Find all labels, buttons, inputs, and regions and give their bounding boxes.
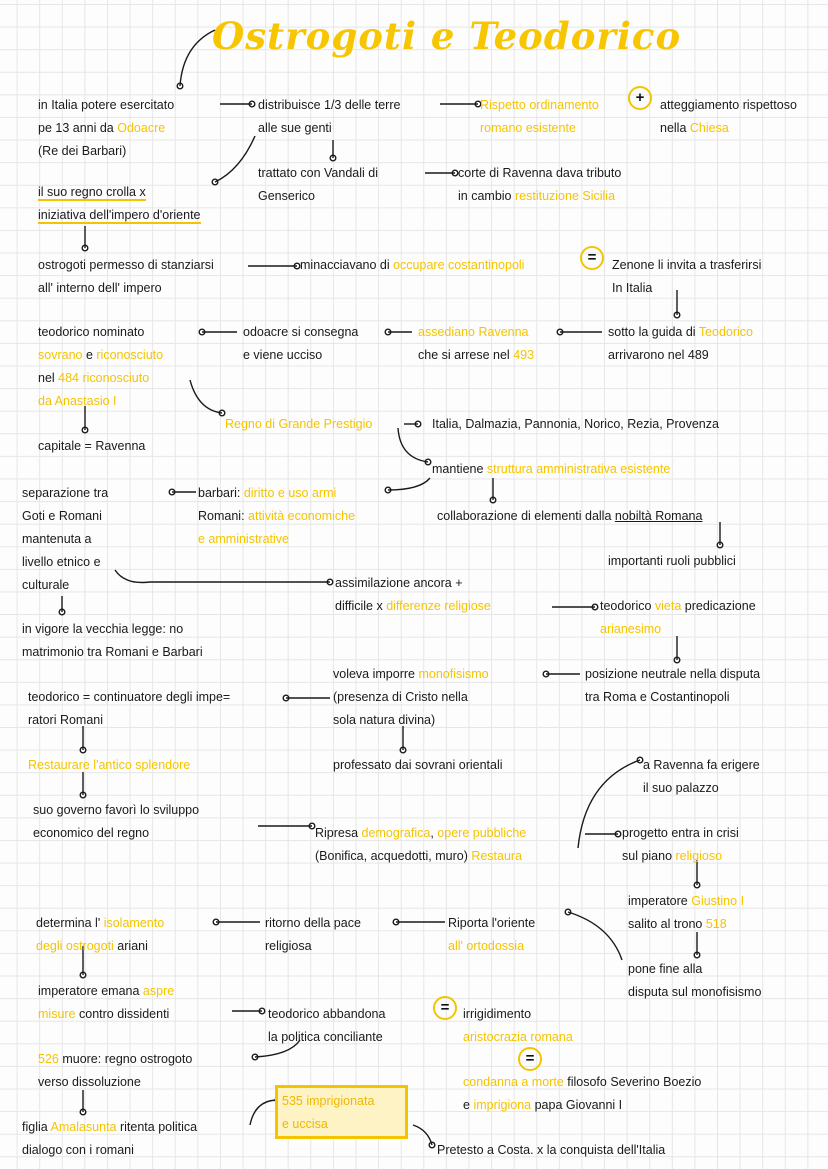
text-segment: (presenza di Cristo nella (333, 690, 468, 704)
note-line (333, 663, 489, 686)
text-segment: alle sue genti (258, 121, 332, 135)
note-14 (608, 321, 753, 367)
note-line (437, 1139, 665, 1162)
note-line (418, 321, 534, 344)
text-segment: separazione tra (22, 486, 109, 500)
highlighted-text: e amministrative (198, 532, 289, 546)
text-segment: corte di Ravenna dava tributo (458, 166, 622, 180)
note-line (258, 94, 400, 117)
text-segment: e (463, 1098, 474, 1112)
text-segment: In Italia (612, 281, 653, 295)
highlighted-text: Amalasunta (50, 1120, 117, 1134)
note-line (628, 890, 744, 913)
text-segment: determina l' (36, 916, 104, 930)
text-segment: pone fine alla (628, 962, 703, 976)
text-segment: Ripresa (315, 826, 362, 840)
text-segment: verso dissoluzione (38, 1075, 141, 1089)
note-line (608, 550, 736, 573)
note-line (437, 505, 702, 528)
highlighted-text: Regno di Grande Prestigio (225, 417, 373, 431)
note-line (22, 551, 108, 574)
text-segment: teodorico nominato (38, 325, 145, 339)
note-4 (660, 94, 797, 140)
highlighted-text: 493 (513, 348, 535, 362)
highlighted-text: all' ortodossia (448, 939, 525, 953)
note-line (38, 204, 201, 227)
note-12 (243, 321, 358, 367)
highlighted-text: opere pubbliche (437, 826, 527, 840)
note-line (198, 482, 355, 505)
note-line (315, 845, 526, 868)
text-segment: in vigore la vecchia legge: no (22, 622, 184, 636)
highlighted-text: condanna a morte (463, 1075, 564, 1089)
text-segment: mantenuta a (22, 532, 92, 546)
text-segment: imperatore emana (38, 984, 143, 998)
text-segment: culturale (22, 578, 70, 592)
note-line (333, 754, 503, 777)
text-segment: figlia (22, 1120, 51, 1134)
text-segment: e viene ucciso (243, 348, 323, 362)
note-line (33, 822, 199, 845)
note-38 (448, 912, 535, 958)
text-segment: Goti e Romani (22, 509, 102, 523)
text-segment: Romani: (198, 509, 249, 523)
plus-symbol-icon: + (628, 86, 652, 110)
note-line (463, 1094, 701, 1117)
note-20 (198, 482, 355, 551)
note-line (38, 435, 145, 458)
note-line (22, 528, 108, 551)
text-segment: predicazione (681, 599, 756, 613)
highlighted-text: religioso (675, 849, 723, 863)
text-segment: posizione neutrale nella disputa (585, 667, 761, 681)
note-line (28, 686, 230, 709)
note-37 (265, 912, 361, 958)
note-29 (28, 754, 190, 777)
note-line (258, 185, 378, 208)
note-9 (300, 254, 524, 277)
highlighted-text: vieta (654, 599, 682, 613)
note-line (463, 1026, 573, 1049)
highlighted-text: attività economiche (248, 509, 356, 523)
highlighted-text: restituzione Sicilia (514, 189, 616, 203)
highlighted-text: aristocrazia romana (463, 1030, 573, 1044)
text-segment: pe 13 anni da (38, 121, 118, 135)
note-line (458, 185, 621, 208)
text-segment: professato dai sovrani orientali (333, 758, 503, 772)
text-segment: assimilazione ancora + (335, 576, 463, 590)
text-segment: livello etnico e (22, 555, 101, 569)
note-line (612, 277, 761, 300)
text-segment: Pretesto a Costa. x la conquista dell'Italia (437, 1143, 666, 1157)
text-segment: religiosa (265, 939, 312, 953)
highlighted-text: differenze religiose (386, 599, 491, 613)
text-segment: il suo palazzo (643, 781, 719, 795)
note-45 (22, 1116, 197, 1162)
text-segment: sotto la guida di (608, 325, 699, 339)
note-46 (437, 1139, 665, 1162)
text-segment: teodorico = continuatore degli impe= (28, 690, 231, 704)
text-segment: tra Roma e Costantinopoli (585, 690, 730, 704)
text-segment: , (430, 826, 438, 840)
note-line (463, 1071, 701, 1094)
highlighted-text: 526 (38, 1052, 59, 1066)
note-line (432, 458, 670, 481)
note-line (448, 912, 535, 935)
note-15 (38, 435, 145, 458)
note-26 (333, 663, 489, 732)
highlighted-text: degli ostrogoti (36, 939, 114, 953)
text-segment: che si arrese nel (418, 348, 514, 362)
note-line (243, 344, 358, 367)
note-line (315, 822, 526, 845)
note-line (660, 117, 797, 140)
note-23 (335, 572, 491, 618)
note-line (265, 912, 361, 935)
text-segment: nella (660, 121, 690, 135)
text-segment: teodorico (600, 599, 655, 613)
note-line (612, 254, 761, 277)
note-line (22, 505, 108, 528)
text-segment: matrimonio tra Romani e Barbari (22, 645, 203, 659)
text-segment: ratori Romani (28, 713, 104, 727)
note-line (36, 935, 164, 958)
equals-symbol-icon: = (518, 1047, 542, 1071)
highlighted-text: arianesimo (600, 622, 662, 636)
note-line (38, 390, 163, 413)
note-27 (585, 663, 760, 709)
note-7 (38, 181, 201, 227)
note-21 (437, 505, 702, 528)
highlighted-text: da Anastasio I (38, 394, 117, 408)
text-segment: disputa sul monofisismo (628, 985, 762, 999)
note-34 (622, 822, 739, 868)
note-5 (258, 162, 378, 208)
text-segment: imperatore (628, 894, 692, 908)
note-line (335, 595, 491, 618)
text-segment: muore: regno ostrogoto (58, 1052, 193, 1066)
text-segment: (Bonifica, acquedotti, muro) (315, 849, 472, 863)
text-segment: in cambio (458, 189, 515, 203)
note-35 (628, 890, 744, 936)
text-segment: collaborazione di elementi dalla (437, 509, 615, 523)
note-19 (22, 482, 108, 597)
note-line (600, 618, 756, 641)
text-segment: sul piano (622, 849, 676, 863)
note-line (22, 1139, 197, 1162)
note-13 (418, 321, 534, 367)
note-line (243, 321, 358, 344)
note-line (432, 413, 719, 436)
note-line (418, 344, 534, 367)
note-33 (315, 822, 526, 868)
note-line (463, 1003, 573, 1026)
note-line (480, 117, 599, 140)
note-line (268, 1003, 385, 1026)
note-line (643, 754, 760, 777)
equals-symbol-icon: = (580, 246, 604, 270)
note-line (38, 1003, 174, 1026)
text-segment: ritenta politica (116, 1120, 198, 1134)
highlighted-text: aspre (142, 984, 175, 998)
text-segment: Zenone li invita a trasferirsi (612, 258, 762, 272)
note-line (333, 709, 489, 732)
note-line (22, 641, 203, 664)
text-segment: suo governo favorì lo sviluppo (33, 803, 200, 817)
note-line (300, 254, 524, 277)
text-segment: Genserico (258, 189, 315, 203)
text-segment: nobiltà Romana (614, 509, 703, 523)
text-segment: dialogo con i romani (22, 1143, 134, 1157)
highlighted-text: romano esistente (480, 121, 576, 135)
note-line (628, 981, 761, 1004)
note-line (38, 277, 214, 300)
text-segment: arrivarono nel 489 (608, 348, 709, 362)
note-36 (36, 912, 164, 958)
highlighted-text: misure (38, 1007, 76, 1021)
highlighted-text: Chiesa (689, 121, 729, 135)
note-line (448, 935, 535, 958)
text-segment: minacciavano di (300, 258, 394, 272)
highlighted-text: assediano Ravenna (418, 325, 529, 339)
text-segment: nel (38, 371, 59, 385)
text-segment: salito al trono (628, 917, 706, 931)
note-line (22, 618, 203, 641)
note-line (600, 595, 756, 618)
note-line (333, 686, 489, 709)
text-segment: difficile x (335, 599, 387, 613)
text-segment: in Italia potere esercitato (38, 98, 175, 112)
text-segment: filosofo Severino Boezio (563, 1075, 702, 1089)
text-segment: capitale = Ravenna (38, 439, 146, 453)
note-line (198, 505, 355, 528)
note-line (198, 528, 355, 551)
note-line (38, 94, 174, 117)
text-segment: ritorno della pace (265, 916, 361, 930)
text-segment: ostrogoti permesso di stanziarsi (38, 258, 214, 272)
page-title: Ostrogoti e Teodorico (212, 14, 682, 58)
highlighted-text: 518 (705, 917, 727, 931)
note-32 (33, 799, 199, 845)
text-segment: Italia, Dalmazia, Pannonia, Norico, Rezia, Provenza (432, 417, 719, 431)
note-line (38, 980, 174, 1003)
highlighted-text: riconosciuto (96, 348, 164, 362)
note-line (265, 935, 361, 958)
note-25 (22, 618, 203, 664)
note-10 (612, 254, 761, 300)
note-24 (600, 595, 756, 641)
note-39 (628, 958, 761, 1004)
text-segment: la politica conciliante (268, 1030, 383, 1044)
note-2 (258, 94, 400, 140)
note-line (268, 1026, 385, 1049)
note-3 (480, 94, 599, 140)
note-line (608, 321, 753, 344)
note-40 (38, 980, 174, 1026)
highlighted-text: struttura amministrativa esistente (486, 462, 671, 476)
note-line (585, 663, 760, 686)
note-22 (608, 550, 736, 573)
equals-symbol-icon: = (433, 996, 457, 1020)
text-segment: ariani (113, 939, 148, 953)
note-line (622, 822, 739, 845)
note-line (225, 413, 372, 436)
note-line (22, 482, 108, 505)
highlighted-text: Rispetto ordinamento (480, 98, 599, 112)
text-segment: (Re dei Barbari) (38, 144, 127, 158)
note-line (38, 117, 174, 140)
highlighted-text: Restaura (471, 849, 523, 863)
text-segment: voleva imporre (333, 667, 419, 681)
note-44 (463, 1071, 701, 1117)
text-segment: barbari: (198, 486, 244, 500)
note-1 (38, 94, 174, 163)
highlighted-text: isolamento (103, 916, 165, 930)
note-18 (432, 458, 670, 481)
text-segment: Riporta l'oriente (448, 916, 536, 930)
highlighted-text: Teodorico (698, 325, 754, 339)
note-line (38, 344, 163, 367)
note-31 (643, 754, 760, 800)
note-line (458, 162, 621, 185)
text-segment: odoacre si consegna (243, 325, 359, 339)
text-segment: trattato con Vandali di (258, 166, 378, 180)
note-line (28, 754, 190, 777)
note-line (335, 572, 491, 595)
highlighted-text: imprigiona (473, 1098, 532, 1112)
text-segment: importanti ruoli pubblici (608, 554, 736, 568)
note-line (38, 367, 163, 390)
note-16 (225, 413, 372, 436)
highlighted-text: sovrano (38, 348, 83, 362)
text-segment: distribuisce 1/3 delle terre (258, 98, 401, 112)
note-17 (432, 413, 719, 436)
note-line (660, 94, 797, 117)
highlighted-text: Giustino I (691, 894, 745, 908)
note-line (28, 709, 230, 732)
text-segment: irrigidimento (463, 1007, 532, 1021)
note-42 (463, 1003, 573, 1049)
highlighted-text: diritto e uso armi (243, 486, 337, 500)
note-line (480, 94, 599, 117)
text-segment: iniziativa dell'impero d'oriente (38, 208, 201, 222)
text-segment: teodorico abbandona (268, 1007, 386, 1021)
highlighted-text: monofisismo (418, 667, 489, 681)
note-line (38, 321, 163, 344)
note-line (628, 913, 744, 936)
note-line (33, 799, 199, 822)
note-line (38, 181, 201, 204)
note-6 (458, 162, 621, 208)
text-segment: mantiene (432, 462, 487, 476)
text-segment: a Ravenna fa erigere (643, 758, 760, 772)
highlight-box-535 (275, 1085, 408, 1139)
highlighted-text: demografica (361, 826, 431, 840)
highlighted-text: 484 riconosciuto (58, 371, 150, 385)
note-line (38, 140, 174, 163)
note-11 (38, 321, 163, 413)
note-line (22, 1116, 197, 1139)
highlighted-text: occupare costantinopoli (393, 258, 525, 272)
highlighted-text: Odoacre (117, 121, 166, 135)
box-line: 535 imprigionata (282, 1094, 375, 1108)
note-43 (38, 1048, 192, 1094)
note-line (622, 845, 739, 868)
text-segment: economico del regno (33, 826, 150, 840)
highlighted-text: Restaurare l'antico splendore (28, 758, 191, 772)
note-line (38, 1071, 192, 1094)
text-segment: sola natura divina) (333, 713, 436, 727)
note-28 (28, 686, 230, 732)
note-line (628, 958, 761, 981)
note-41 (268, 1003, 385, 1049)
note-line (38, 1048, 192, 1071)
note-line (38, 254, 214, 277)
note-line (258, 162, 378, 185)
text-segment: e (82, 348, 97, 362)
note-line (643, 777, 760, 800)
note-8 (38, 254, 214, 300)
note-30 (333, 754, 503, 777)
text-segment: atteggiamento rispettoso (660, 98, 797, 112)
note-line (258, 117, 400, 140)
note-line (36, 912, 164, 935)
note-line (585, 686, 760, 709)
text-segment: all' interno dell' impero (38, 281, 162, 295)
text-segment: il suo regno crolla x (38, 185, 146, 199)
text-segment: contro dissidenti (75, 1007, 170, 1021)
box-line: e uccisa (282, 1117, 328, 1131)
note-line (608, 344, 753, 367)
text-segment: progetto entra in crisi (622, 826, 739, 840)
text-segment: papa Giovanni I (531, 1098, 623, 1112)
note-line (22, 574, 108, 597)
